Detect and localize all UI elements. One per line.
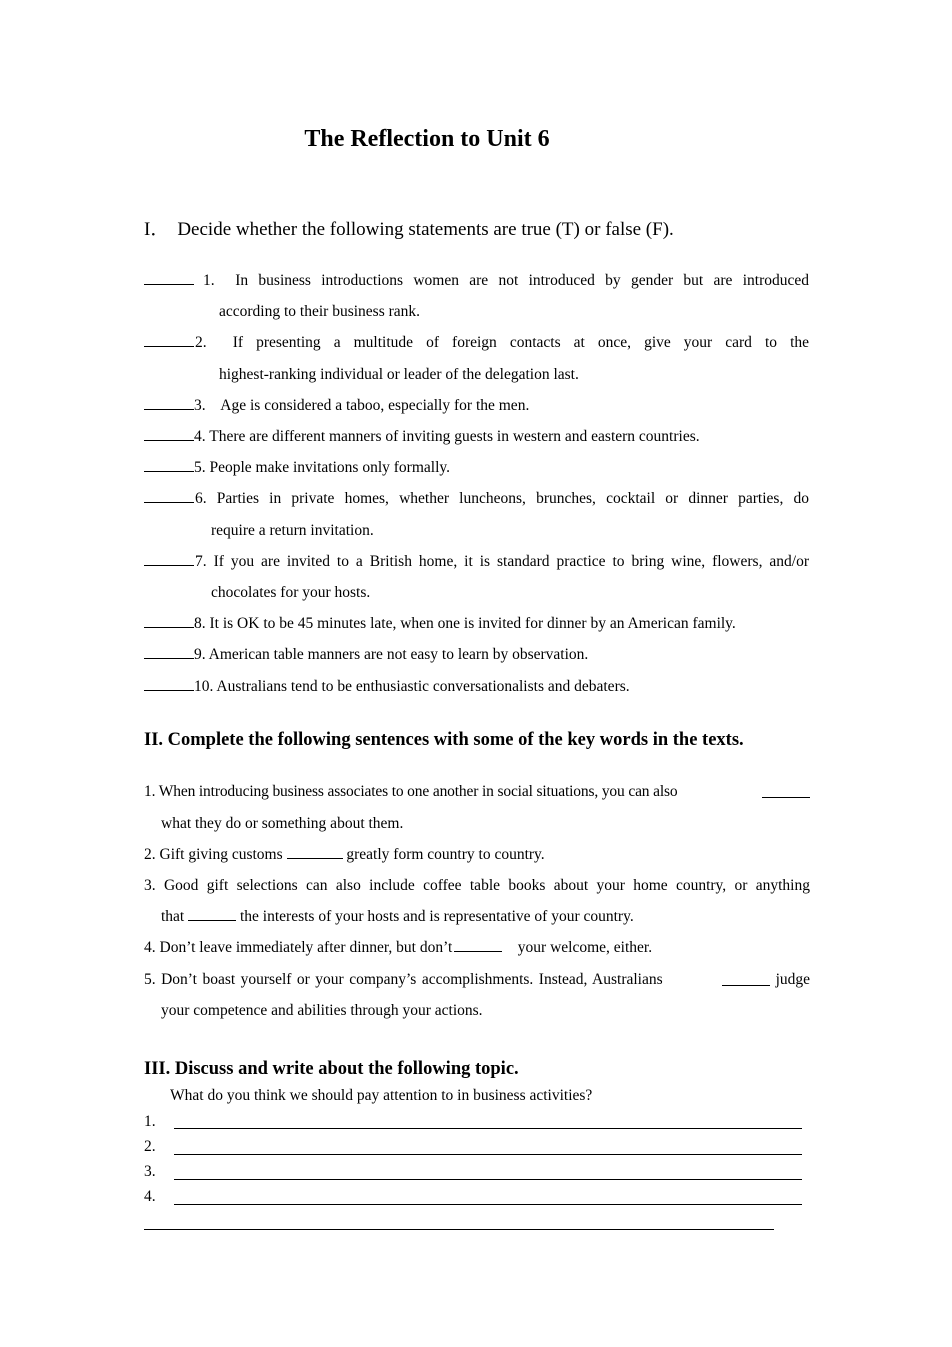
tf-item-1-line1 [203, 272, 809, 290]
fill-item-3-line1: 3. Good gift selections can also include coffee table books about your home country, or anything [144, 877, 810, 894]
tf-item-6-line2: require a return invitation. [211, 522, 374, 539]
item-text: People make invitations only formally. [209, 459, 450, 476]
fill-item-text-2: greatly form country to country. [346, 846, 545, 863]
tf-item-4 [144, 428, 700, 446]
answer-blank[interactable] [144, 272, 194, 285]
answer-blank[interactable] [144, 428, 194, 441]
answer-blank[interactable] [144, 334, 194, 347]
answer-line-5[interactable] [144, 1229, 774, 1230]
answer-blank[interactable] [144, 397, 194, 410]
fill-item-text: 1. When introducing business associates to one another in social situations, you can also [144, 783, 678, 800]
fill-item-text: 5. Don’t boast yourself or your company’s accomplishments. Instead, Australians [144, 971, 663, 988]
section-1-numeral: I． [144, 219, 170, 240]
answer-line-4[interactable] [174, 1204, 802, 1205]
answer-blank[interactable] [144, 678, 194, 691]
fill-item-text: that [161, 908, 185, 925]
fill-item-text-2: judge [775, 971, 810, 988]
tf-item-7 [144, 553, 194, 571]
answer-line-2[interactable] [174, 1154, 802, 1155]
item-number: 1. [203, 272, 215, 289]
tf-item-10 [144, 678, 630, 696]
item-text: In business introductions women are not introduced by gender but are introduced [235, 272, 809, 289]
tf-item-3 [144, 397, 529, 415]
answer-line-number-1: 1. [144, 1113, 156, 1130]
tf-item-7-line2: chocolates for your hosts. [211, 584, 371, 601]
item-number: 5. [194, 459, 206, 476]
section-1-heading [144, 214, 674, 241]
tf-item-5 [144, 459, 450, 477]
fill-item-text-2: the interests of your hosts and is representative of your country. [240, 908, 634, 925]
tf-item-2 [144, 334, 194, 352]
fill-blank[interactable] [722, 973, 770, 986]
answer-line-number-2: 2. [144, 1138, 156, 1155]
fill-item-text: 2. Gift giving customs [144, 846, 283, 863]
item-text: It is OK to be 45 minutes late, when one is invited for dinner by an American family. [209, 615, 736, 632]
fill-item-text: 4. Don’t leave immediately after dinner, but don’t [144, 939, 453, 956]
fill-blank[interactable] [188, 908, 236, 921]
fill-item-5-line2: your competence and abilities through your actions. [161, 1002, 483, 1019]
section-1-heading-text: Decide whether the following statements are true (T) or false (F). [177, 219, 674, 240]
item-number: 3. [194, 397, 206, 414]
fill-item-3-line2 [161, 908, 634, 926]
fill-blank[interactable] [762, 785, 810, 798]
item-number: 8. [194, 615, 206, 632]
fill-item-4 [144, 939, 652, 957]
fill-item-2 [144, 846, 545, 864]
section-3-heading: III. Discuss and write about the following topic. [144, 1059, 519, 1079]
section-2-heading: II. Complete the following sentences with some of the key words in the texts. [144, 730, 744, 750]
tf-item-2-line2: highest-ranking individual or leader of the delegation last. [219, 366, 579, 383]
answer-blank[interactable] [144, 615, 194, 628]
fill-item-5-tail [722, 971, 810, 989]
fill-item-1-line1 [144, 783, 810, 801]
answer-line-number-3: 3. [144, 1163, 156, 1180]
tf-item-7-line1 [195, 553, 809, 571]
item-number: 6. [195, 490, 207, 507]
item-text: American table manners are not easy to learn by observation. [208, 646, 589, 663]
item-number: 4. [194, 428, 206, 445]
fill-item-5-line1 [144, 971, 810, 989]
tf-item-8 [144, 615, 736, 633]
section-3-prompt: What do you think we should pay attention to in business activities? [170, 1087, 593, 1104]
answer-blank[interactable] [144, 459, 194, 472]
fill-item-1-line2: what they do or something about them. [161, 815, 404, 832]
item-number: 7. [195, 553, 207, 570]
tf-item-1-line2: according to their business rank. [219, 303, 421, 320]
tf-item-1 [144, 272, 194, 290]
fill-item-text-2: your welcome, either. [517, 939, 653, 956]
tf-item-6 [144, 490, 194, 508]
item-number: 10. [194, 678, 214, 695]
item-number: 2. [195, 334, 207, 351]
item-text: Age is considered a taboo, especially for the men. [220, 397, 530, 414]
tf-item-2-line1 [195, 334, 809, 352]
tf-item-6-line1 [195, 490, 809, 508]
item-number: 9. [194, 646, 206, 663]
item-text: If you are invited to a British home, it is standard practice to bring wine, flowers, and/or [213, 553, 810, 570]
answer-line-3[interactable] [174, 1179, 802, 1180]
fill-blank[interactable] [287, 846, 343, 859]
answer-blank[interactable] [144, 490, 194, 503]
fill-blank[interactable] [454, 939, 502, 952]
answer-blank[interactable] [144, 553, 194, 566]
page-title: The Reflection to Unit 6 [304, 126, 550, 152]
tf-item-9 [144, 646, 588, 664]
item-text: If presenting a multitude of foreign contacts at once, give your card to the [232, 334, 810, 351]
answer-line-number-4: 4. [144, 1188, 156, 1205]
item-text: Australians tend to be enthusiastic conversationalists and debaters. [216, 678, 630, 695]
answer-blank[interactable] [144, 646, 194, 659]
item-text: There are different manners of inviting guests in western and eastern countries. [209, 428, 700, 445]
item-text: Parties in private homes, whether luncheons, brunches, cocktail or dinner parties, do [216, 490, 809, 507]
answer-line-1[interactable] [174, 1128, 802, 1129]
